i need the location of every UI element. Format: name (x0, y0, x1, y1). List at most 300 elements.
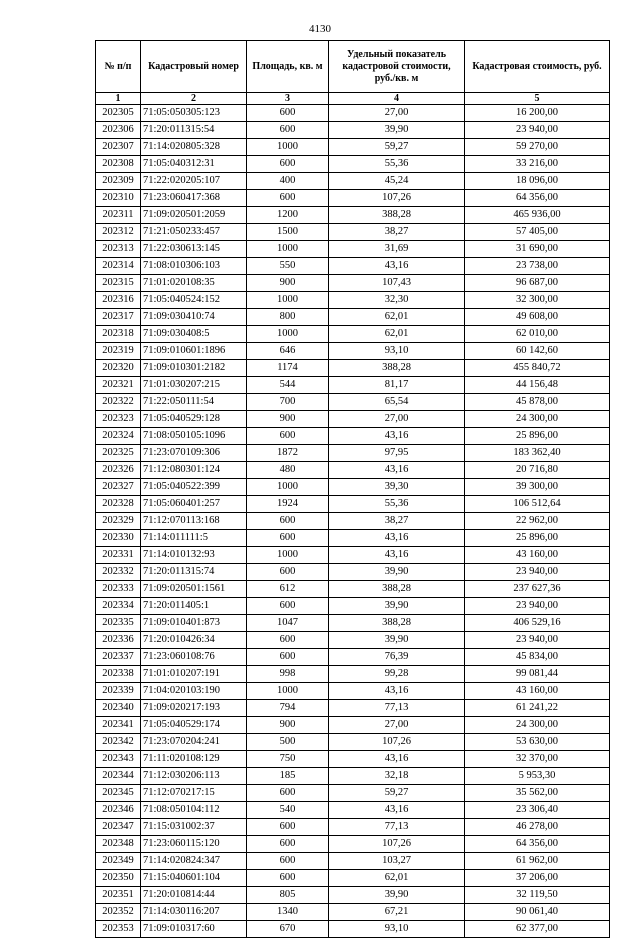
cell-unit-rate: 59,27 (329, 785, 465, 802)
cell-cadastral-value: 35 562,00 (465, 785, 610, 802)
cell-cadastral-number: 71:05:040522:399 (141, 479, 247, 496)
table-row (96, 734, 610, 751)
table-row (96, 921, 610, 938)
cell-cadastral-number: 71:14:020805:328 (141, 139, 247, 156)
table-row (96, 836, 610, 853)
cell-area: 600 (247, 785, 329, 802)
cell-row-number: 202309 (96, 173, 141, 190)
cell-cadastral-value: 23 738,00 (465, 258, 610, 275)
cell-row-number: 202318 (96, 326, 141, 343)
cell-area: 794 (247, 700, 329, 717)
cell-cadastral-value: 90 061,40 (465, 904, 610, 921)
table-body (96, 105, 610, 938)
table-row (96, 513, 610, 530)
cell-area: 600 (247, 836, 329, 853)
cell-cadastral-number: 71:01:030207:215 (141, 377, 247, 394)
cell-row-number: 202346 (96, 802, 141, 819)
cell-unit-rate: 39,30 (329, 479, 465, 496)
cell-cadastral-number: 71:09:020217:193 (141, 700, 247, 717)
table-row (96, 887, 610, 904)
cell-area: 600 (247, 649, 329, 666)
cell-unit-rate: 81,17 (329, 377, 465, 394)
table-row (96, 207, 610, 224)
cell-area: 1000 (247, 241, 329, 258)
cell-unit-rate: 39,90 (329, 564, 465, 581)
cell-area: 1872 (247, 445, 329, 462)
column-index: 2 (141, 93, 247, 105)
cell-row-number: 202320 (96, 360, 141, 377)
cell-cadastral-value: 59 270,00 (465, 139, 610, 156)
cell-area: 646 (247, 343, 329, 360)
cell-unit-rate: 97,95 (329, 445, 465, 462)
column-index: 5 (465, 93, 610, 105)
cell-cadastral-number: 71:12:070113:168 (141, 513, 247, 530)
table-row (96, 122, 610, 139)
cell-cadastral-number: 71:09:020501:2059 (141, 207, 247, 224)
cell-row-number: 202317 (96, 309, 141, 326)
cell-cadastral-value: 23 940,00 (465, 632, 610, 649)
cell-row-number: 202349 (96, 853, 141, 870)
cell-area: 540 (247, 802, 329, 819)
cell-area: 900 (247, 717, 329, 734)
cell-area: 900 (247, 275, 329, 292)
cell-area: 544 (247, 377, 329, 394)
cell-cadastral-number: 71:20:010814:44 (141, 887, 247, 904)
cell-unit-rate: 31,69 (329, 241, 465, 258)
cell-cadastral-value: 62 010,00 (465, 326, 610, 343)
cell-unit-rate: 43,16 (329, 547, 465, 564)
cell-cadastral-value: 31 690,00 (465, 241, 610, 258)
cell-row-number: 202339 (96, 683, 141, 700)
header-cadastral-value: Кадастровая стоимость, руб. (465, 41, 610, 93)
cell-cadastral-number: 71:09:030410:74 (141, 309, 247, 326)
cell-area: 1000 (247, 292, 329, 309)
cell-cadastral-number: 71:05:060401:257 (141, 496, 247, 513)
table-row (96, 394, 610, 411)
table-row (96, 479, 610, 496)
cell-unit-rate: 107,43 (329, 275, 465, 292)
table-row (96, 853, 610, 870)
cell-unit-rate: 38,27 (329, 513, 465, 530)
cell-area: 600 (247, 428, 329, 445)
column-index: 4 (329, 93, 465, 105)
table-row (96, 870, 610, 887)
cell-row-number: 202325 (96, 445, 141, 462)
cell-unit-rate: 93,10 (329, 921, 465, 938)
table-row (96, 598, 610, 615)
cell-unit-rate: 67,21 (329, 904, 465, 921)
cell-cadastral-value: 16 200,00 (465, 105, 610, 122)
cell-cadastral-number: 71:23:070109:306 (141, 445, 247, 462)
cell-unit-rate: 55,36 (329, 156, 465, 173)
cell-cadastral-number: 71:05:040529:174 (141, 717, 247, 734)
cell-area: 1200 (247, 207, 329, 224)
cell-cadastral-number: 71:23:060108:76 (141, 649, 247, 666)
table-row (96, 275, 610, 292)
cell-row-number: 202307 (96, 139, 141, 156)
cell-area: 600 (247, 156, 329, 173)
cell-row-number: 202329 (96, 513, 141, 530)
cell-cadastral-number: 71:22:050111:54 (141, 394, 247, 411)
cell-area: 1000 (247, 139, 329, 156)
cell-row-number: 202306 (96, 122, 141, 139)
cell-cadastral-value: 43 160,00 (465, 683, 610, 700)
cell-row-number: 202332 (96, 564, 141, 581)
cell-unit-rate: 39,90 (329, 632, 465, 649)
cell-cadastral-value: 37 206,00 (465, 870, 610, 887)
cell-row-number: 202324 (96, 428, 141, 445)
cell-cadastral-value: 32 119,50 (465, 887, 610, 904)
cell-cadastral-value: 465 936,00 (465, 207, 610, 224)
cell-unit-rate: 38,27 (329, 224, 465, 241)
cell-cadastral-number: 71:22:030613:145 (141, 241, 247, 258)
cell-unit-rate: 99,28 (329, 666, 465, 683)
cell-cadastral-value: 5 953,30 (465, 768, 610, 785)
cell-area: 600 (247, 564, 329, 581)
cell-cadastral-value: 99 081,44 (465, 666, 610, 683)
column-index: 3 (247, 93, 329, 105)
cell-area: 612 (247, 581, 329, 598)
table-row (96, 683, 610, 700)
cell-row-number: 202314 (96, 258, 141, 275)
cell-cadastral-value: 183 362,40 (465, 445, 610, 462)
cell-area: 750 (247, 751, 329, 768)
table-row (96, 700, 610, 717)
cell-unit-rate: 27,00 (329, 411, 465, 428)
cell-row-number: 202347 (96, 819, 141, 836)
cell-unit-rate: 39,90 (329, 598, 465, 615)
cell-row-number: 202319 (96, 343, 141, 360)
cell-cadastral-number: 71:14:010132:93 (141, 547, 247, 564)
table-row (96, 751, 610, 768)
cell-unit-rate: 43,16 (329, 258, 465, 275)
cell-cadastral-value: 22 962,00 (465, 513, 610, 530)
cell-area: 600 (247, 632, 329, 649)
cell-row-number: 202313 (96, 241, 141, 258)
cell-cadastral-value: 62 377,00 (465, 921, 610, 938)
cell-cadastral-number: 71:14:011111:5 (141, 530, 247, 547)
cell-unit-rate: 65,54 (329, 394, 465, 411)
cell-row-number: 202312 (96, 224, 141, 241)
cell-row-number: 202340 (96, 700, 141, 717)
cell-unit-rate: 43,16 (329, 751, 465, 768)
table-column-index-row (96, 93, 610, 105)
cell-area: 500 (247, 734, 329, 751)
cell-area: 185 (247, 768, 329, 785)
cell-area: 1000 (247, 479, 329, 496)
cell-row-number: 202330 (96, 530, 141, 547)
cell-cadastral-value: 60 142,60 (465, 343, 610, 360)
cell-unit-rate: 43,16 (329, 462, 465, 479)
cell-unit-rate: 32,18 (329, 768, 465, 785)
cell-unit-rate: 55,36 (329, 496, 465, 513)
cell-cadastral-number: 71:09:010301:2182 (141, 360, 247, 377)
cell-cadastral-value: 61 962,00 (465, 853, 610, 870)
cell-cadastral-value: 61 241,22 (465, 700, 610, 717)
cell-unit-rate: 27,00 (329, 105, 465, 122)
cell-area: 600 (247, 819, 329, 836)
cell-row-number: 202323 (96, 411, 141, 428)
cell-area: 1000 (247, 547, 329, 564)
cell-unit-rate: 32,30 (329, 292, 465, 309)
cell-row-number: 202308 (96, 156, 141, 173)
cell-area: 600 (247, 853, 329, 870)
cell-unit-rate: 93,10 (329, 343, 465, 360)
cell-cadastral-value: 53 630,00 (465, 734, 610, 751)
cell-area: 600 (247, 122, 329, 139)
table-row (96, 139, 610, 156)
cell-unit-rate: 27,00 (329, 717, 465, 734)
table-row (96, 105, 610, 122)
cell-area: 1340 (247, 904, 329, 921)
table-row (96, 530, 610, 547)
cell-cadastral-value: 18 096,00 (465, 173, 610, 190)
cell-area: 800 (247, 309, 329, 326)
cell-cadastral-number: 71:08:050105:1096 (141, 428, 247, 445)
cell-cadastral-value: 23 306,40 (465, 802, 610, 819)
cell-cadastral-number: 71:15:040601:104 (141, 870, 247, 887)
cell-cadastral-value: 96 687,00 (465, 275, 610, 292)
table-row (96, 411, 610, 428)
table-row (96, 615, 610, 632)
cell-cadastral-number: 71:14:030116:207 (141, 904, 247, 921)
cell-row-number: 202326 (96, 462, 141, 479)
cell-cadastral-number: 71:12:070217:15 (141, 785, 247, 802)
cell-area: 600 (247, 105, 329, 122)
cell-cadastral-number: 71:20:011315:54 (141, 122, 247, 139)
table-row (96, 581, 610, 598)
table-row (96, 173, 610, 190)
cell-row-number: 202337 (96, 649, 141, 666)
cell-cadastral-value: 24 300,00 (465, 411, 610, 428)
table-row (96, 717, 610, 734)
cell-cadastral-number: 71:05:050305:123 (141, 105, 247, 122)
cell-cadastral-value: 23 940,00 (465, 564, 610, 581)
cell-cadastral-value: 64 356,00 (465, 190, 610, 207)
table-row (96, 428, 610, 445)
cell-area: 1000 (247, 326, 329, 343)
cell-cadastral-value: 25 896,00 (465, 530, 610, 547)
cell-area: 600 (247, 513, 329, 530)
cell-cadastral-number: 71:05:040312:31 (141, 156, 247, 173)
cell-cadastral-value: 33 216,00 (465, 156, 610, 173)
cell-row-number: 202315 (96, 275, 141, 292)
cell-row-number: 202342 (96, 734, 141, 751)
table-row (96, 819, 610, 836)
cell-cadastral-number: 71:12:080301:124 (141, 462, 247, 479)
cell-area: 480 (247, 462, 329, 479)
cell-cadastral-value: 32 370,00 (465, 751, 610, 768)
cell-unit-rate: 107,26 (329, 190, 465, 207)
cell-area: 400 (247, 173, 329, 190)
cell-cadastral-number: 71:23:060417:368 (141, 190, 247, 207)
cell-area: 600 (247, 870, 329, 887)
cell-cadastral-number: 71:01:010207:191 (141, 666, 247, 683)
cell-unit-rate: 388,28 (329, 615, 465, 632)
header-area: Площадь, кв. м (247, 41, 329, 93)
table-row (96, 309, 610, 326)
cell-unit-rate: 39,90 (329, 887, 465, 904)
cell-row-number: 202341 (96, 717, 141, 734)
table-row (96, 462, 610, 479)
cell-unit-rate: 62,01 (329, 870, 465, 887)
cell-unit-rate: 43,16 (329, 428, 465, 445)
cell-unit-rate: 43,16 (329, 683, 465, 700)
cell-unit-rate: 388,28 (329, 207, 465, 224)
table-row (96, 258, 610, 275)
cell-row-number: 202305 (96, 105, 141, 122)
cell-unit-rate: 77,13 (329, 700, 465, 717)
cell-row-number: 202338 (96, 666, 141, 683)
cell-area: 600 (247, 530, 329, 547)
header-unit-rate: Удельный показатель кадастровой стоимости, руб./кв. м (329, 41, 465, 93)
cell-row-number: 202345 (96, 785, 141, 802)
cell-cadastral-value: 24 300,00 (465, 717, 610, 734)
table-row (96, 224, 610, 241)
cell-unit-rate: 59,27 (329, 139, 465, 156)
cell-cadastral-number: 71:09:010401:873 (141, 615, 247, 632)
table-row (96, 802, 610, 819)
cell-area: 670 (247, 921, 329, 938)
table-row (96, 343, 610, 360)
cell-row-number: 202352 (96, 904, 141, 921)
cell-cadastral-value: 45 878,00 (465, 394, 610, 411)
cell-row-number: 202310 (96, 190, 141, 207)
table-row (96, 547, 610, 564)
cell-cadastral-value: 57 405,00 (465, 224, 610, 241)
cell-area: 805 (247, 887, 329, 904)
table-row (96, 785, 610, 802)
cell-cadastral-value: 44 156,48 (465, 377, 610, 394)
cell-row-number: 202348 (96, 836, 141, 853)
cell-area: 1500 (247, 224, 329, 241)
cell-cadastral-value: 106 512,64 (465, 496, 610, 513)
header-cadastral-number: Кадастровый номер (141, 41, 247, 93)
cell-row-number: 202336 (96, 632, 141, 649)
cell-row-number: 202343 (96, 751, 141, 768)
table-row (96, 666, 610, 683)
table-row (96, 377, 610, 394)
table-row (96, 292, 610, 309)
cell-cadastral-value: 64 356,00 (465, 836, 610, 853)
cell-cadastral-number: 71:12:030206:113 (141, 768, 247, 785)
cell-cadastral-number: 71:11:020108:129 (141, 751, 247, 768)
cell-cadastral-number: 71:20:010426:34 (141, 632, 247, 649)
cell-cadastral-number: 71:05:040529:128 (141, 411, 247, 428)
cell-area: 600 (247, 190, 329, 207)
cell-unit-rate: 103,27 (329, 853, 465, 870)
cell-cadastral-number: 71:20:011315:74 (141, 564, 247, 581)
cell-cadastral-value: 49 608,00 (465, 309, 610, 326)
cell-row-number: 202333 (96, 581, 141, 598)
cell-row-number: 202335 (96, 615, 141, 632)
table-row (96, 241, 610, 258)
cell-row-number: 202344 (96, 768, 141, 785)
cell-cadastral-number: 71:04:020103:190 (141, 683, 247, 700)
cell-cadastral-number: 71:15:031002:37 (141, 819, 247, 836)
cell-cadastral-number: 71:09:020501:1561 (141, 581, 247, 598)
cell-row-number: 202322 (96, 394, 141, 411)
page-number: 4130 (309, 23, 331, 35)
cell-row-number: 202327 (96, 479, 141, 496)
column-index: 1 (96, 93, 141, 105)
cell-unit-rate: 43,16 (329, 530, 465, 547)
cell-row-number: 202311 (96, 207, 141, 224)
cell-cadastral-number: 71:23:070204:241 (141, 734, 247, 751)
cell-cadastral-value: 23 940,00 (465, 598, 610, 615)
cell-cadastral-value: 25 896,00 (465, 428, 610, 445)
cell-area: 700 (247, 394, 329, 411)
cell-cadastral-value: 23 940,00 (465, 122, 610, 139)
cell-area: 900 (247, 411, 329, 428)
cell-unit-rate: 62,01 (329, 326, 465, 343)
table-row (96, 496, 610, 513)
cell-cadastral-value: 455 840,72 (465, 360, 610, 377)
cell-cadastral-value: 32 300,00 (465, 292, 610, 309)
table-row (96, 190, 610, 207)
cell-area: 1924 (247, 496, 329, 513)
cell-area: 998 (247, 666, 329, 683)
cell-cadastral-value: 43 160,00 (465, 547, 610, 564)
table-row (96, 632, 610, 649)
cell-cadastral-number: 71:22:020205:107 (141, 173, 247, 190)
cell-unit-rate: 45,24 (329, 173, 465, 190)
cell-unit-rate: 62,01 (329, 309, 465, 326)
cell-area: 1000 (247, 683, 329, 700)
cell-cadastral-number: 71:14:020824:347 (141, 853, 247, 870)
cell-unit-rate: 388,28 (329, 581, 465, 598)
cell-unit-rate: 107,26 (329, 734, 465, 751)
cell-cadastral-number: 71:08:050104:112 (141, 802, 247, 819)
cell-cadastral-number: 71:08:010306:103 (141, 258, 247, 275)
cell-cadastral-number: 71:09:010601:1896 (141, 343, 247, 360)
cell-unit-rate: 43,16 (329, 802, 465, 819)
cell-cadastral-value: 406 529,16 (465, 615, 610, 632)
cadastral-value-table (95, 40, 610, 938)
cell-cadastral-value: 39 300,00 (465, 479, 610, 496)
cell-unit-rate: 76,39 (329, 649, 465, 666)
cell-cadastral-value: 46 278,00 (465, 819, 610, 836)
cell-unit-rate: 39,90 (329, 122, 465, 139)
cell-cadastral-number: 71:20:011405:1 (141, 598, 247, 615)
cell-cadastral-number: 71:05:040524:152 (141, 292, 247, 309)
cell-row-number: 202334 (96, 598, 141, 615)
cell-row-number: 202350 (96, 870, 141, 887)
table-row (96, 904, 610, 921)
cell-area: 1047 (247, 615, 329, 632)
header-row-number: № п/п (96, 41, 141, 93)
cell-unit-rate: 388,28 (329, 360, 465, 377)
table-row (96, 445, 610, 462)
cell-area: 550 (247, 258, 329, 275)
cell-cadastral-value: 45 834,00 (465, 649, 610, 666)
cell-unit-rate: 107,26 (329, 836, 465, 853)
cell-cadastral-number: 71:23:060115:120 (141, 836, 247, 853)
cell-cadastral-number: 71:21:050233:457 (141, 224, 247, 241)
cell-row-number: 202331 (96, 547, 141, 564)
cell-row-number: 202351 (96, 887, 141, 904)
table-row (96, 326, 610, 343)
cell-cadastral-number: 71:09:030408:5 (141, 326, 247, 343)
cell-row-number: 202321 (96, 377, 141, 394)
cell-row-number: 202353 (96, 921, 141, 938)
cell-row-number: 202316 (96, 292, 141, 309)
cell-cadastral-value: 20 716,80 (465, 462, 610, 479)
cell-area: 600 (247, 598, 329, 615)
cell-cadastral-number: 71:01:020108:35 (141, 275, 247, 292)
cell-cadastral-number: 71:09:010317:60 (141, 921, 247, 938)
table-row (96, 360, 610, 377)
